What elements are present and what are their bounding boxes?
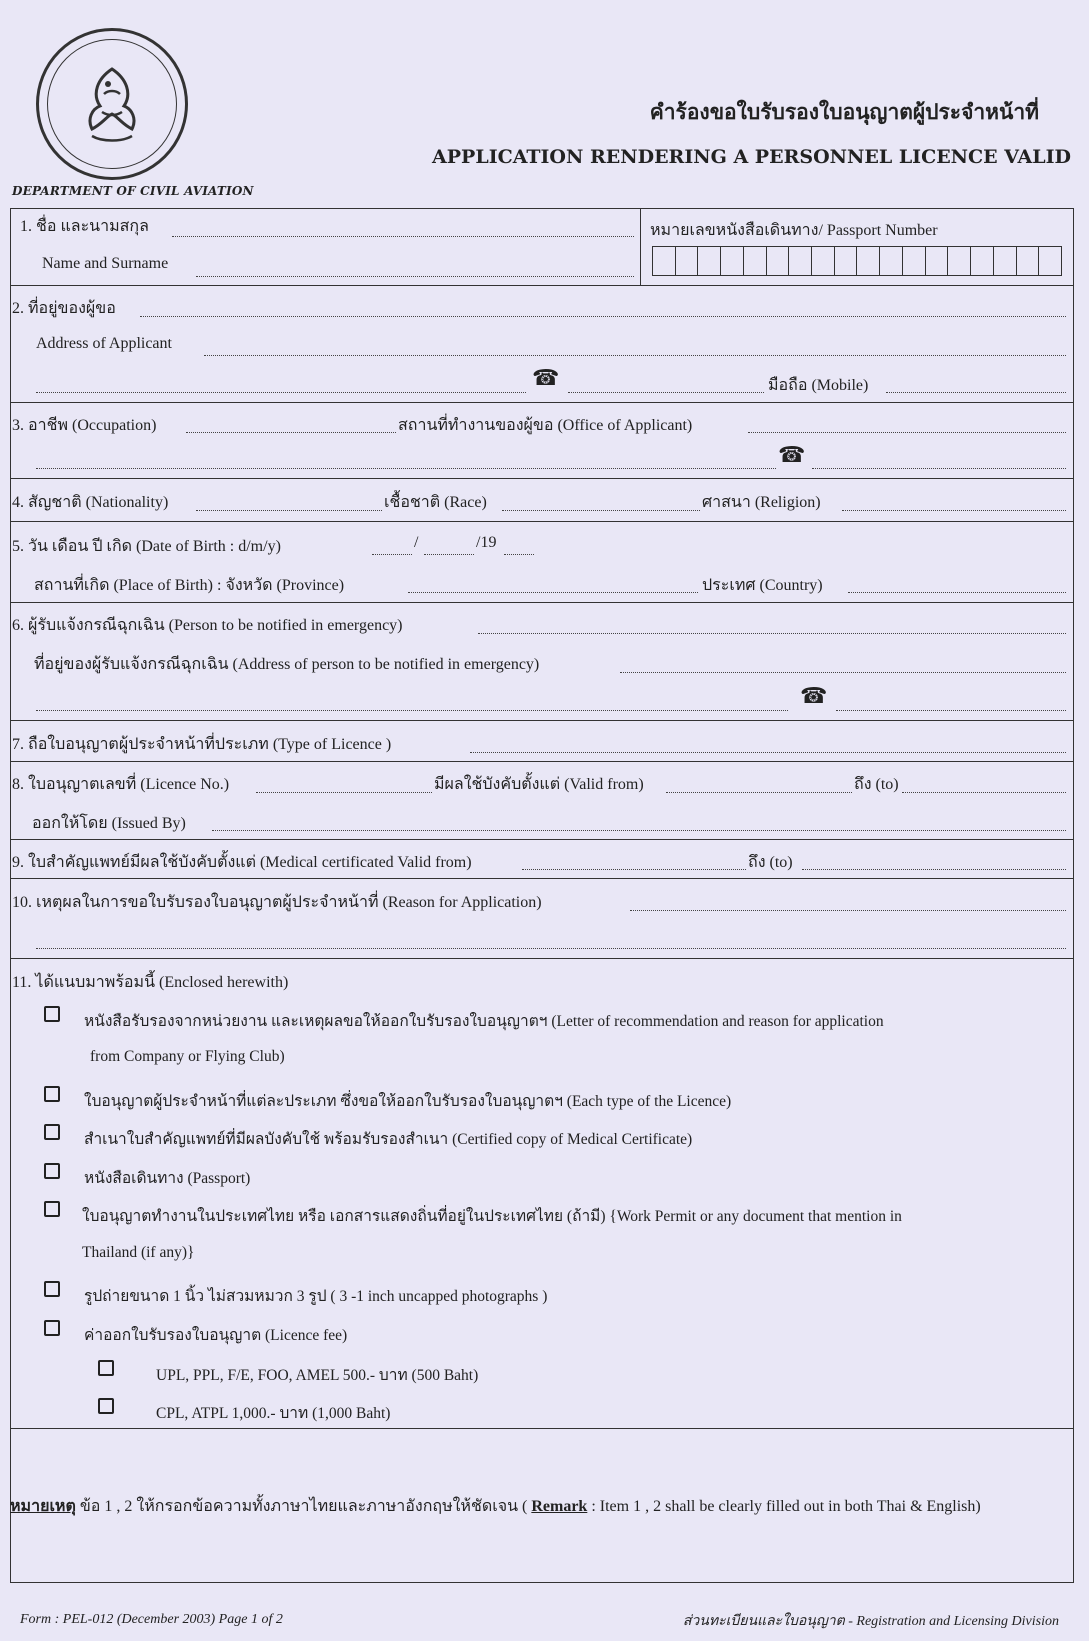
passport-digit-box[interactable] xyxy=(652,246,676,276)
emergency-address-line-2[interactable] xyxy=(36,710,788,711)
passport-digit-box[interactable] xyxy=(1039,246,1062,276)
field-9-medical-label: 9. ใบสำคัญแพทย์มีผลใช้บังคับตั้งแต่ (Medical certificated Valid from) xyxy=(12,854,472,871)
fee-item-upl-ppl: UPL, PPL, F/E, FOO, AMEL 500.- บาท (500 Baht) xyxy=(156,1367,479,1384)
reason-line-2[interactable] xyxy=(36,948,1066,949)
seal-inner-ring xyxy=(47,39,177,169)
passport-digit-box[interactable] xyxy=(698,246,721,276)
passport-label: หมายเลขหนังสือเดินทาง/ Passport Number xyxy=(650,222,938,239)
divider xyxy=(10,761,1074,762)
enclosure-item-work-permit: ใบอนุญาตทำงานในประเทศไทย หรือ เอกสารแสดงถิ่นที่อยู่ในประเทศไทย (ถ้ามี) {Work Permit or any document that mention in xyxy=(82,1208,902,1225)
divider xyxy=(10,839,1074,840)
issued-by-line[interactable] xyxy=(212,830,1066,831)
field-2-label-thai: 2. ที่อยู่ของผู้ขอ xyxy=(12,300,116,317)
division-footer: ส่วนทะเบียนและใบอนุญาต - Registration and Licensing Division xyxy=(682,1614,1059,1629)
occupation-line[interactable] xyxy=(186,432,396,433)
fee-checkbox-cpl-atpl[interactable] xyxy=(98,1398,114,1414)
telephone-icon: ☎ xyxy=(778,443,806,468)
dob-day-line[interactable] xyxy=(372,554,412,555)
dob-year-prefix: /19 xyxy=(476,534,497,551)
enclosure-item-recommendation-cont: from Company or Flying Club) xyxy=(90,1048,285,1065)
enclosure-item-licence-fee: ค่าออกใบรับรองใบอนุญาต (Licence fee) xyxy=(84,1327,348,1344)
field-10-reason-label: 10. เหตุผลในการขอใบรับรองใบอนุญาตผู้ประจำหน้าที่ (Reason for Application) xyxy=(12,894,542,911)
office-line-1[interactable] xyxy=(748,432,1066,433)
divider-vertical xyxy=(640,208,641,285)
field-6-emergency-contact-label: 6. ผู้รับแจ้งกรณีฉุกเฉิน (Person to be notified in emergency) xyxy=(12,617,403,634)
dob-separator: / xyxy=(414,534,419,551)
race-line[interactable] xyxy=(502,510,700,511)
form-id-footer: Form : PEL-012 (December 2003) Page 1 of 2 xyxy=(20,1612,283,1627)
phone-line[interactable] xyxy=(568,392,764,393)
divider xyxy=(10,602,1074,603)
garuda-emblem-icon xyxy=(62,54,162,154)
enclosure-checkbox-licence[interactable] xyxy=(44,1086,60,1102)
telephone-icon: ☎ xyxy=(800,684,828,709)
enclosure-checkbox-work-permit[interactable] xyxy=(44,1201,60,1217)
passport-digit-box[interactable] xyxy=(812,246,835,276)
remark-text-thai: ข้อ 1 , 2 ให้กรอกข้อความทั้งภาษาไทยและภาษาอังกฤษให้ชัดเจน ( xyxy=(75,1498,532,1515)
passport-digit-box[interactable] xyxy=(903,246,926,276)
address-line-1[interactable] xyxy=(140,316,1066,317)
passport-digit-box[interactable] xyxy=(926,246,949,276)
passport-digit-box[interactable] xyxy=(1017,246,1040,276)
field-6-emergency-address-label: ที่อยู่ของผู้รับแจ้งกรณีฉุกเฉิน (Address of person to be notified in emergency) xyxy=(34,656,540,673)
field-3-office-label: สถานที่ทำงานของผู้ขอ (Office of Applicant) xyxy=(398,417,693,434)
enclosure-item-work-permit-cont: Thailand (if any)} xyxy=(82,1244,195,1261)
field-5-birthplace-label: สถานที่เกิด (Place of Birth) : จังหวัด (Province) xyxy=(34,577,345,594)
field-4-race-label: เชื้อชาติ (Race) xyxy=(384,494,487,511)
field-8-to-label: ถึง (to) xyxy=(854,776,899,793)
fee-checkbox-upl-ppl[interactable] xyxy=(98,1360,114,1376)
enclosure-checkbox-licence-fee[interactable] xyxy=(44,1320,60,1336)
field-8-valid-from-label: มีผลใช้บังคับตั้งแต่ (Valid from) xyxy=(434,776,644,793)
field-4-nationality-label: 4. สัญชาติ (Nationality) xyxy=(12,494,169,511)
department-label: DEPARTMENT OF CIVIL AVIATION xyxy=(12,184,254,198)
passport-digit-box[interactable] xyxy=(857,246,880,276)
title-english: APPLICATION RENDERING A PERSONNEL LICENCE VALID xyxy=(432,146,1071,168)
passport-digit-box[interactable] xyxy=(971,246,994,276)
office-line-2[interactable] xyxy=(36,468,776,469)
emergency-phone-line[interactable] xyxy=(836,710,1066,711)
field-2-label-english: Address of Applicant xyxy=(36,335,172,352)
name-line-1[interactable] xyxy=(172,236,634,237)
fee-item-cpl-atpl: CPL, ATPL 1,000.- บาท (1,000 Baht) xyxy=(156,1405,391,1422)
dob-year-line[interactable] xyxy=(504,554,534,555)
enclosure-item-recommendation: หนังสือรับรองจากหน่วยงาน และเหตุผลขอให้ออกใบรับรองใบอนุญาตฯ (Letter of recommendation and reason for application xyxy=(84,1013,884,1030)
passport-digit-box[interactable] xyxy=(744,246,767,276)
passport-digit-box[interactable] xyxy=(721,246,744,276)
reason-line-1[interactable] xyxy=(630,910,1066,911)
medical-valid-to-line[interactable] xyxy=(802,869,1066,870)
telephone-icon: ☎ xyxy=(532,366,560,391)
religion-line[interactable] xyxy=(842,510,1066,511)
valid-to-line[interactable] xyxy=(902,792,1066,793)
field-1-label-english: Name and Surname xyxy=(42,255,169,272)
province-line[interactable] xyxy=(408,592,698,593)
mobile-label: มือถือ (Mobile) xyxy=(768,377,869,394)
field-11-enclosed-label: 11. ได้แนบมาพร้อมนี้ (Enclosed herewith) xyxy=(12,974,289,991)
dob-month-line[interactable] xyxy=(424,554,474,555)
name-line-2[interactable] xyxy=(196,276,634,277)
remark-text-english: : Item 1 , 2 shall be clearly filled out in both Thai & English) xyxy=(587,1498,981,1515)
field-9-to-label: ถึง (to) xyxy=(748,854,793,871)
enclosure-item-licence: ใบอนุญาตผู้ประจำหน้าที่แต่ละประเภท ซึ่งขอให้ออกใบรับรองใบอนุญาตฯ (Each type of the Licence) xyxy=(84,1093,732,1110)
field-8-issued-by-label: ออกให้โดย (Issued By) xyxy=(32,815,186,832)
passport-digit-box[interactable] xyxy=(880,246,903,276)
enclosure-checkbox-photographs[interactable] xyxy=(44,1281,60,1297)
field-5-dob-label: 5. วัน เดือน ปี เกิด (Date of Birth : d/m/y) xyxy=(12,538,281,555)
field-8-licence-no-label: 8. ใบอนุญาตเลขที่ (Licence No.) xyxy=(12,776,230,793)
remark-label-english: Remark xyxy=(531,1498,588,1515)
divider xyxy=(10,478,1074,479)
address-line-2[interactable] xyxy=(204,355,1066,356)
field-5-country-label: ประเทศ (Country) xyxy=(702,577,823,594)
passport-digit-box[interactable] xyxy=(676,246,699,276)
enclosure-checkbox-recommendation[interactable] xyxy=(44,1006,60,1022)
divider xyxy=(10,521,1074,522)
field-4-religion-label: ศาสนา (Religion) xyxy=(702,494,821,511)
passport-digit-box[interactable] xyxy=(835,246,858,276)
enclosure-item-medical: สำเนาใบสำคัญแพทย์ที่มีผลบังคับใช้ พร้อมรับรองสำเนา (Certified copy of Medical Certificate) xyxy=(84,1131,693,1148)
divider xyxy=(10,878,1074,879)
remark-note xyxy=(10,1494,981,1519)
enclosure-item-photographs: รูปถ่ายขนาด 1 นิ้ว ไม่สวมหมวก 3 รูป ( 3 -1 inch uncapped photographs ) xyxy=(84,1288,548,1305)
mobile-line[interactable] xyxy=(886,392,1066,393)
medical-valid-from-line[interactable] xyxy=(522,869,746,870)
divider xyxy=(10,1428,1074,1429)
title-thai: คำร้องขอใบรับรองใบอนุญาตผู้ประจำหน้าที่ xyxy=(649,99,1039,124)
passport-digit-box[interactable] xyxy=(767,246,790,276)
remark-label-thai: หมายเหตุ xyxy=(10,1498,76,1515)
divider xyxy=(10,402,1074,403)
divider xyxy=(10,720,1074,721)
passport-digit-box[interactable] xyxy=(994,246,1017,276)
emergency-address-line-1[interactable] xyxy=(620,672,1066,673)
country-line[interactable] xyxy=(848,592,1066,593)
valid-from-line[interactable] xyxy=(666,792,852,793)
passport-number-boxes[interactable] xyxy=(652,246,1062,276)
field-3-occupation-label: 3. อาชีพ (Occupation) xyxy=(12,417,157,434)
field-7-licence-type-label: 7. ถือใบอนุญาตผู้ประจำหน้าที่ประเภท (Type of Licence ) xyxy=(12,736,392,753)
enclosure-item-passport: หนังสือเดินทาง (Passport) xyxy=(84,1170,251,1187)
licence-no-line[interactable] xyxy=(256,792,432,793)
enclosure-checkbox-medical[interactable] xyxy=(44,1124,60,1140)
passport-digit-box[interactable] xyxy=(789,246,812,276)
divider xyxy=(10,285,1074,286)
field-1-label-thai: 1. ชื่อ และนามสกุล xyxy=(20,218,149,235)
nationality-line[interactable] xyxy=(196,510,382,511)
licence-type-line[interactable] xyxy=(470,752,1066,753)
passport-digit-box[interactable] xyxy=(948,246,971,276)
enclosure-checkbox-passport[interactable] xyxy=(44,1163,60,1179)
address-line-3[interactable] xyxy=(36,392,526,393)
emergency-contact-line[interactable] xyxy=(478,633,1066,634)
dca-seal-logo xyxy=(36,28,188,180)
divider xyxy=(10,958,1074,959)
office-phone-line[interactable] xyxy=(812,468,1066,469)
